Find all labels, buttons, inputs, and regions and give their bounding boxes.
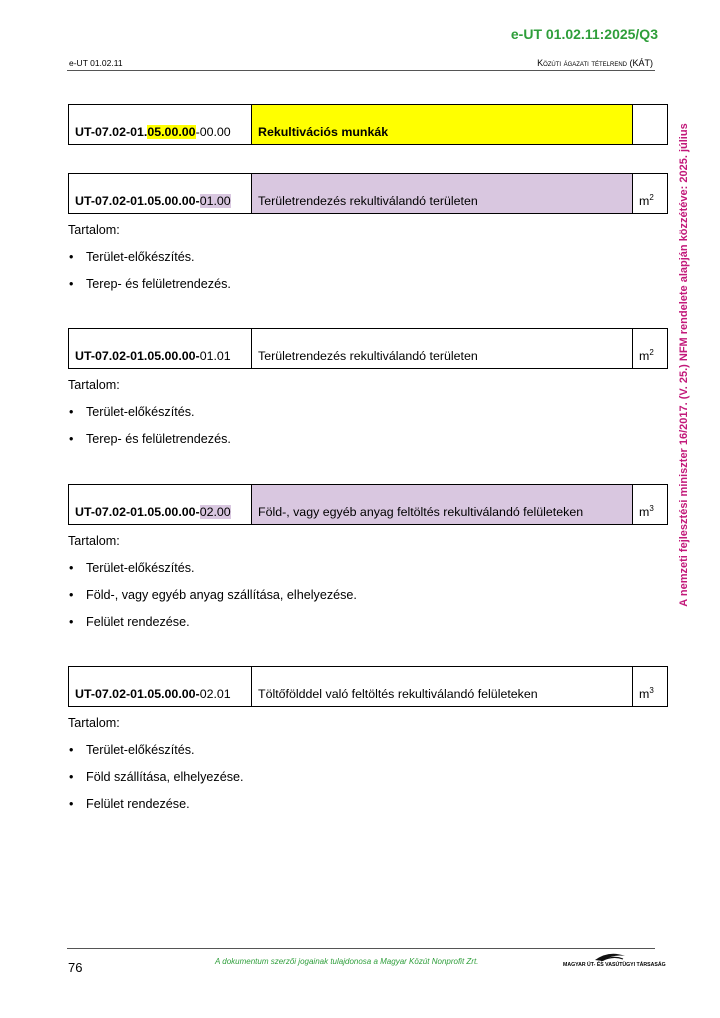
item-table-4 — [68, 666, 668, 707]
item-table-3 — [68, 484, 668, 525]
page-number: 76 — [68, 960, 83, 975]
content-label: Tartalom: — [68, 223, 120, 237]
item-content-1 — [68, 223, 231, 304]
item-code: UT-07.02-01.05.00.00-01.00 — [69, 174, 252, 214]
list-item: • Terep- és felületrendezés. — [68, 432, 231, 446]
item-code: UT-07.02-01.05.00.00-02.00 — [69, 485, 252, 525]
copyright-notice: A dokumentum szerzői jogainak tulajdonosa a Magyar Közút Nonprofit Zrt. — [215, 957, 479, 966]
logo-text: MAGYAR ÚT- ÉS VASÚTÜGYI TÁRSASÁG — [563, 962, 666, 968]
content-label: Tartalom: — [68, 378, 120, 392]
list-item: • Terület-előkészítés. — [68, 743, 244, 757]
item-content-3 — [68, 534, 357, 642]
item-title: Területrendezés rekultiválandó területen — [252, 174, 633, 214]
item-table-0 — [68, 104, 668, 145]
item-code: UT-07.02-01.05.00.00-00.00 — [69, 105, 252, 145]
header-left: e-UT 01.02.11 — [69, 58, 123, 68]
item-unit: $m^3$ — [633, 667, 668, 707]
item-table-1 — [68, 173, 668, 214]
list-item: • Felület rendezése. — [68, 615, 357, 629]
item-unit: $m^2$ — [633, 329, 668, 369]
item-title: Föld-, vagy egyéb anyag feltöltés rekultiválandó felületeken — [252, 485, 633, 525]
list-item: • Felület rendezése. — [68, 797, 244, 811]
item-unit: $m^2$ — [633, 174, 668, 214]
footer-divider — [67, 948, 655, 949]
item-unit — [633, 105, 668, 145]
item-title: Területrendezés rekultiválandó területen — [252, 329, 633, 369]
item-content-4 — [68, 716, 244, 824]
content-label: Tartalom: — [68, 534, 120, 548]
item-code: UT-07.02-01.05.00.00-01.01 — [69, 329, 252, 369]
list-item: • Terület-előkészítés. — [68, 561, 357, 575]
document-id: e-UT 01.02.11:2025/Q3 — [510, 26, 658, 42]
item-table-2 — [68, 328, 668, 369]
list-item: • Föld szállítása, elhelyezése. — [68, 770, 244, 784]
list-item: • Terület-előkészítés. — [68, 405, 231, 419]
header-right: Közúti ágazati tételrend (KÁT) — [537, 58, 653, 68]
content-label: Tartalom: — [68, 716, 120, 730]
item-title: Töltőfölddel való feltöltés rekultiválandó felületeken — [252, 667, 633, 707]
item-unit: $m^3$ — [633, 485, 668, 525]
company-logo-icon — [563, 950, 655, 972]
item-title: Rekultivációs munkák — [252, 105, 633, 145]
item-code: UT-07.02-01.05.00.00-02.01 — [69, 667, 252, 707]
list-item: • Terep- és felületrendezés. — [68, 277, 231, 291]
side-publication-note: A nemzeti fejlesztési miniszter 16/2017. (V. 25.) NFM rendelete alapján közzétéve: 2025. július — [678, 123, 690, 607]
page-header — [67, 58, 655, 71]
item-content-2 — [68, 378, 231, 459]
list-item: • Terület-előkészítés. — [68, 250, 231, 264]
list-item: • Föld-, vagy egyéb anyag szállítása, elhelyezése. — [68, 588, 357, 602]
